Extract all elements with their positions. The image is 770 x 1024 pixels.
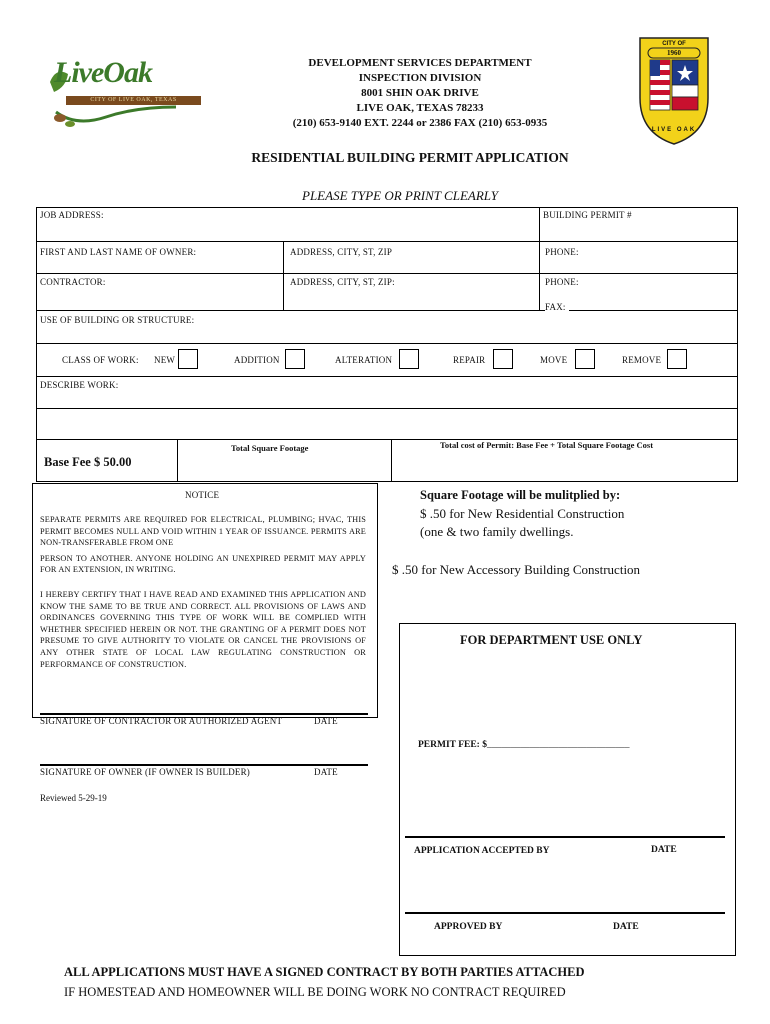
building-permit-field[interactable]: BUILDING PERMIT # xyxy=(543,210,632,220)
class-remove-checkbox[interactable] xyxy=(667,349,687,369)
contractor-fax-field[interactable]: FAX: xyxy=(545,302,569,312)
square-footage-heading: Square Footage will be mulitplied by: xyxy=(420,488,621,502)
application-accepted-by-field[interactable]: APPLICATION ACCEPTED BY xyxy=(414,846,550,856)
seal-bottom-text: LIVE OAK xyxy=(651,127,697,133)
notice-paragraph-1: SEPARATE PERMITS ARE REQUIRED FOR ELECTRICAL, PLUMBING; HVAC, THIS PERMIT BECOMES NULL AND VOID WITHIN 1 YEAR OF ISSUANCE. PERMITS ARE NON-TRANSFERABLE FROM ONE xyxy=(40,515,366,548)
notice-title: NOTICE xyxy=(185,490,220,500)
contractor-phone-field[interactable]: PHONE: xyxy=(545,277,579,287)
notice-text xyxy=(40,514,366,670)
describe-work-field[interactable]: DESCRIBE WORK: xyxy=(40,380,119,390)
department-use-title: FOR DEPARTMENT USE ONLY xyxy=(460,633,643,647)
phone-fax: (210) 653-9140 EXT. 2244 or 2386 FAX (210) 653-0935 xyxy=(292,117,548,129)
department-name: DEVELOPMENT SERVICES DEPARTMENT xyxy=(308,57,532,69)
owner-name-field[interactable]: FIRST AND LAST NAME OF OWNER: xyxy=(40,247,197,257)
department-header xyxy=(230,56,610,131)
street-address: 8001 SHIN OAK DRIVE xyxy=(361,87,479,99)
logo-text: LiveOak xyxy=(54,56,152,89)
contract-requirement: ALL APPLICATIONS MUST HAVE A SIGNED CONTRACT BY BOTH PARTIES ATTACHED xyxy=(64,965,585,979)
job-address-field[interactable]: JOB ADDRESS: xyxy=(40,210,104,220)
city-address: LIVE OAK, TEXAS 78233 xyxy=(356,102,484,114)
accessory-rate: $ .50 for New Accessory Building Construction xyxy=(392,562,641,577)
notice-paragraph-3: I HEREBY CERTIFY THAT I HAVE READ AND EXAMINED THIS APPLICATION AND KNOW THE SAME TO BE TRUE AND CORRECT. ALL PROVISIONS OF LAWS AND ORDINANCES GOVERNING THIS TYPE OF WORK WILL BE COMPLIED WITH WHETHER SPECIFIED HEREIN OR NOT. THE GRANTING OF A PERMIT DOES NOT PRESUME TO GIVE AUTHORITY TO VIOLATE OR CANCEL THE PROVISIONS OF ANY OTHER STATE OF LOCAL LAW REGULATING CONSTRUCTION OR PERFORMANCE OF CONSTRUCTION. xyxy=(40,589,366,669)
seal-top-text: CITY OF xyxy=(662,41,686,47)
approved-date-field[interactable]: DATE xyxy=(613,922,639,932)
owner-phone-field[interactable]: PHONE: xyxy=(545,247,579,257)
base-fee: Base Fee $ 50.00 xyxy=(44,455,132,469)
approved-by-field[interactable]: APPROVED BY xyxy=(434,922,503,932)
contractor-field[interactable]: CONTRACTOR: xyxy=(40,277,106,287)
class-of-work-label: CLASS OF WORK: xyxy=(62,355,139,365)
class-move-checkbox[interactable] xyxy=(575,349,595,369)
owner-signature-date[interactable]: DATE xyxy=(314,767,338,777)
class-alteration-label: ALTERATION xyxy=(335,355,393,365)
class-repair-label: REPAIR xyxy=(453,355,486,365)
class-new-label: NEW xyxy=(154,355,176,365)
department-use-box xyxy=(399,623,736,956)
class-move-label: MOVE xyxy=(540,355,568,365)
total-square-footage-field[interactable]: Total Square Footage xyxy=(231,443,309,453)
notice-paragraph-2: PERSON TO ANOTHER. ANYONE HOLDING AN UNEXPIRED PERMIT MAY APPLY FOR AN EXTENSION, IN WRITING. xyxy=(40,553,366,575)
contractor-address-field[interactable]: ADDRESS, CITY, ST, ZIP: xyxy=(290,277,395,287)
class-new-checkbox[interactable] xyxy=(178,349,198,369)
contractor-signature-field[interactable]: SIGNATURE OF CONTRACTOR OR AUTHORIZED AGENT xyxy=(40,716,283,726)
division-name: INSPECTION DIVISION xyxy=(358,72,482,84)
class-remove-label: REMOVE xyxy=(622,355,662,365)
permit-fee-blank: ______________________________ xyxy=(486,740,630,750)
accepted-date-field[interactable]: DATE xyxy=(651,845,677,855)
permit-fee-field[interactable] xyxy=(418,740,629,750)
use-of-building-field[interactable]: USE OF BUILDING OR STRUCTURE: xyxy=(40,315,195,325)
city-seal xyxy=(636,28,712,146)
seal-year: 1960 xyxy=(667,49,681,57)
class-addition-checkbox[interactable] xyxy=(285,349,305,369)
contractor-signature-date[interactable]: DATE xyxy=(314,716,338,726)
reviewed-date: Reviewed 5-29-19 xyxy=(40,793,107,803)
owner-signature-field[interactable]: SIGNATURE OF OWNER (IF OWNER IS BUILDER) xyxy=(40,767,250,777)
form-subtitle: PLEASE TYPE OR PRINT CLEARLY xyxy=(302,188,498,203)
class-alteration-checkbox[interactable] xyxy=(399,349,419,369)
dwellings-note: (one & two family dwellings. xyxy=(420,524,574,539)
city-logo xyxy=(46,52,206,132)
class-addition-label: ADDITION xyxy=(234,355,280,365)
total-cost-field[interactable]: Total cost of Permit: Base Fee + Total Square Footage Cost xyxy=(440,440,654,450)
logo-subtext: CITY OF LIVE OAK, TEXAS xyxy=(66,96,201,105)
form-title: RESIDENTIAL BUILDING PERMIT APPLICATION xyxy=(251,150,569,165)
owner-address-field[interactable]: ADDRESS, CITY, ST, ZIP xyxy=(290,247,393,257)
class-repair-checkbox[interactable] xyxy=(493,349,513,369)
residential-rate: $ .50 for New Residential Construction xyxy=(420,506,625,521)
homestead-exception: IF HOMESTEAD AND HOMEOWNER WILL BE DOING WORK NO CONTRACT REQUIRED xyxy=(64,985,566,999)
permit-fee-label: PERMIT FEE: $ xyxy=(418,740,487,750)
